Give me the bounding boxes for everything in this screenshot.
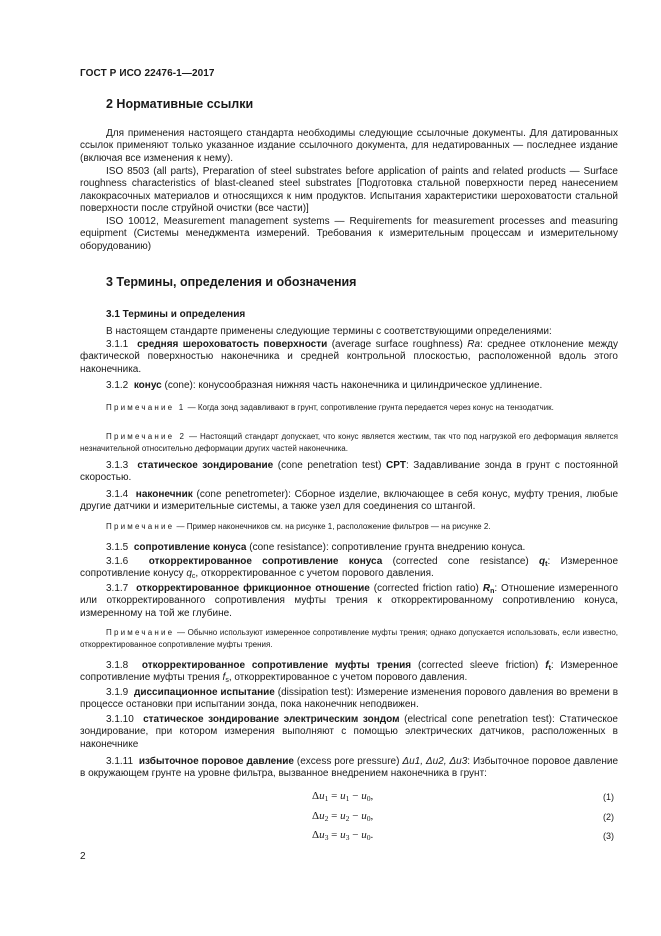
term-3-1-10: 3.1.10 статическое зондирование электрическим зондом (electrical cone penetration test): Статическое зондирование, при котором измерения выполняют с помощью электрических датчиков, расположенных в наконечнике: [80, 714, 618, 750]
note-4: Примечание — Обычно используют измеренное сопротивление муфты трения; однако допускается использовать, если известно, откорректированное сопротивление муфты трения.: [80, 628, 618, 650]
term-3-1-4: 3.1.4 наконечник (cone penetrometer): Сборное изделие, включающее в себя конус, муфту трения, любые другие датчики и измерительные системы, а также узел для соединения со штангой.: [80, 489, 619, 513]
subsection-3-1-heading: 3.1 Термины и определения: [106, 309, 246, 320]
term-3-1-7: 3.1.7 откорректированное фрикционное отношение (corrected friction ratio) $R_n$: Отношение измеренного или откорректированного сопротивления муфты трения к откорректированному сопротивлению конуса, измеренному на той же глубине.: [80, 583, 619, 619]
reference-iso-10012: ISO 10012, Measurement management systems — Requirements for measurement processes and measuring equipment (Системы менеджмента измерений. Требования к измерительным процессам и измерительному оборудованию): [80, 216, 618, 252]
equation-number: (3): [603, 831, 614, 841]
term-3-1-8: 3.1.8 откорректированное сопротивление муфты трения (corrected sleeve friction) $f_t$: Измеренное сопротивление муфты трения $f_s$, откорректированное с учетом порового давления.: [80, 660, 619, 685]
equation-number: (2): [603, 812, 614, 822]
page-number: 2: [80, 851, 86, 862]
note-1: Примечание 1 — Когда зонд задавливают в грунт, сопротивление грунта передается через конус на тензодатчик.: [106, 403, 554, 412]
note-2: Примечание 2 — Настоящий стандарт допускает, что конус является жестким, так что под нагрузкой его деформация является незначительной относительно деформации других частей наконечника.: [80, 432, 618, 454]
equation-number: (1): [603, 792, 614, 802]
term-3-1-9: 3.1.9 диссипационное испытание (dissipation test): Измерение изменения порового давления во времени в процессе остановки при испытании зонда, пока наконечник неподвижен.: [80, 687, 619, 711]
section-3-intro: В настоящем стандарте применены следующие термины с соответствующими определениями:: [106, 326, 552, 337]
section-2-intro: Для применения настоящего стандарта необходимы следующие ссылочные документы. Для датированных ссылок применяют только указанное издание ссылочного документа, для недатированных — последнее издание (включая все изменения к нему).: [80, 128, 618, 164]
term-3-1-11: 3.1.11 избыточное поровое давление (excess pore pressure) Δu1, Δu2, Δu3: Избыточное поровое давление в окружающем грунте на уровне фильтра, вызванное внедрением наконечника в грунт:: [80, 756, 619, 780]
term-3-1-3: 3.1.3 статическое зондирование (cone penetration test) CPT: Задавливание зонда в грунт с постоянной скоростью.: [80, 460, 619, 484]
reference-iso-8503: ISO 8503 (all parts), Preparation of steel substrates before application of paints and related products — Surface roughness characteristics of blast-cleaned steel substrates [Подготовка стальной поверхности перед нанесением лакокрасочных материалов и относящихся к ним продуктов. Испытания характеристики шероховатости стальной поверхности после струйной очистки (все части)]: [80, 166, 618, 215]
term-3-1-5: 3.1.5 сопротивление конуса (cone resistance): сопротивление грунта внедрению конуса.: [106, 542, 526, 553]
term-3-1-6: 3.1.6 откорректированное сопротивление конуса (corrected cone resistance) $q_t$: Измеренное сопротивление конусу $q_c$, откорректированное с учетом порового давления.: [80, 556, 619, 581]
note-3: Примечание — Пример наконечников см. на рисунке 1, расположение фильтров — на рисунке 2.: [106, 522, 491, 531]
document-header: ГОСТ Р ИСО 22476-1—2017: [80, 68, 215, 79]
section-3-heading: 3 Термины, определения и обозначения: [106, 275, 357, 289]
term-3-1-2: 3.1.2 конус (cone): конусообразная нижняя часть наконечника и цилиндрическое удлинение.: [106, 380, 543, 391]
section-2-heading: 2 Нормативные ссылки: [106, 97, 254, 111]
term-3-1-1: 3.1.1 средняя шероховатость поверхности (average surface roughness) Ra: среднее отклонение между фактической поверхностью наконечника и средней контрольной плоскостью, расположенной вдоль этого наконечника.: [80, 339, 618, 375]
